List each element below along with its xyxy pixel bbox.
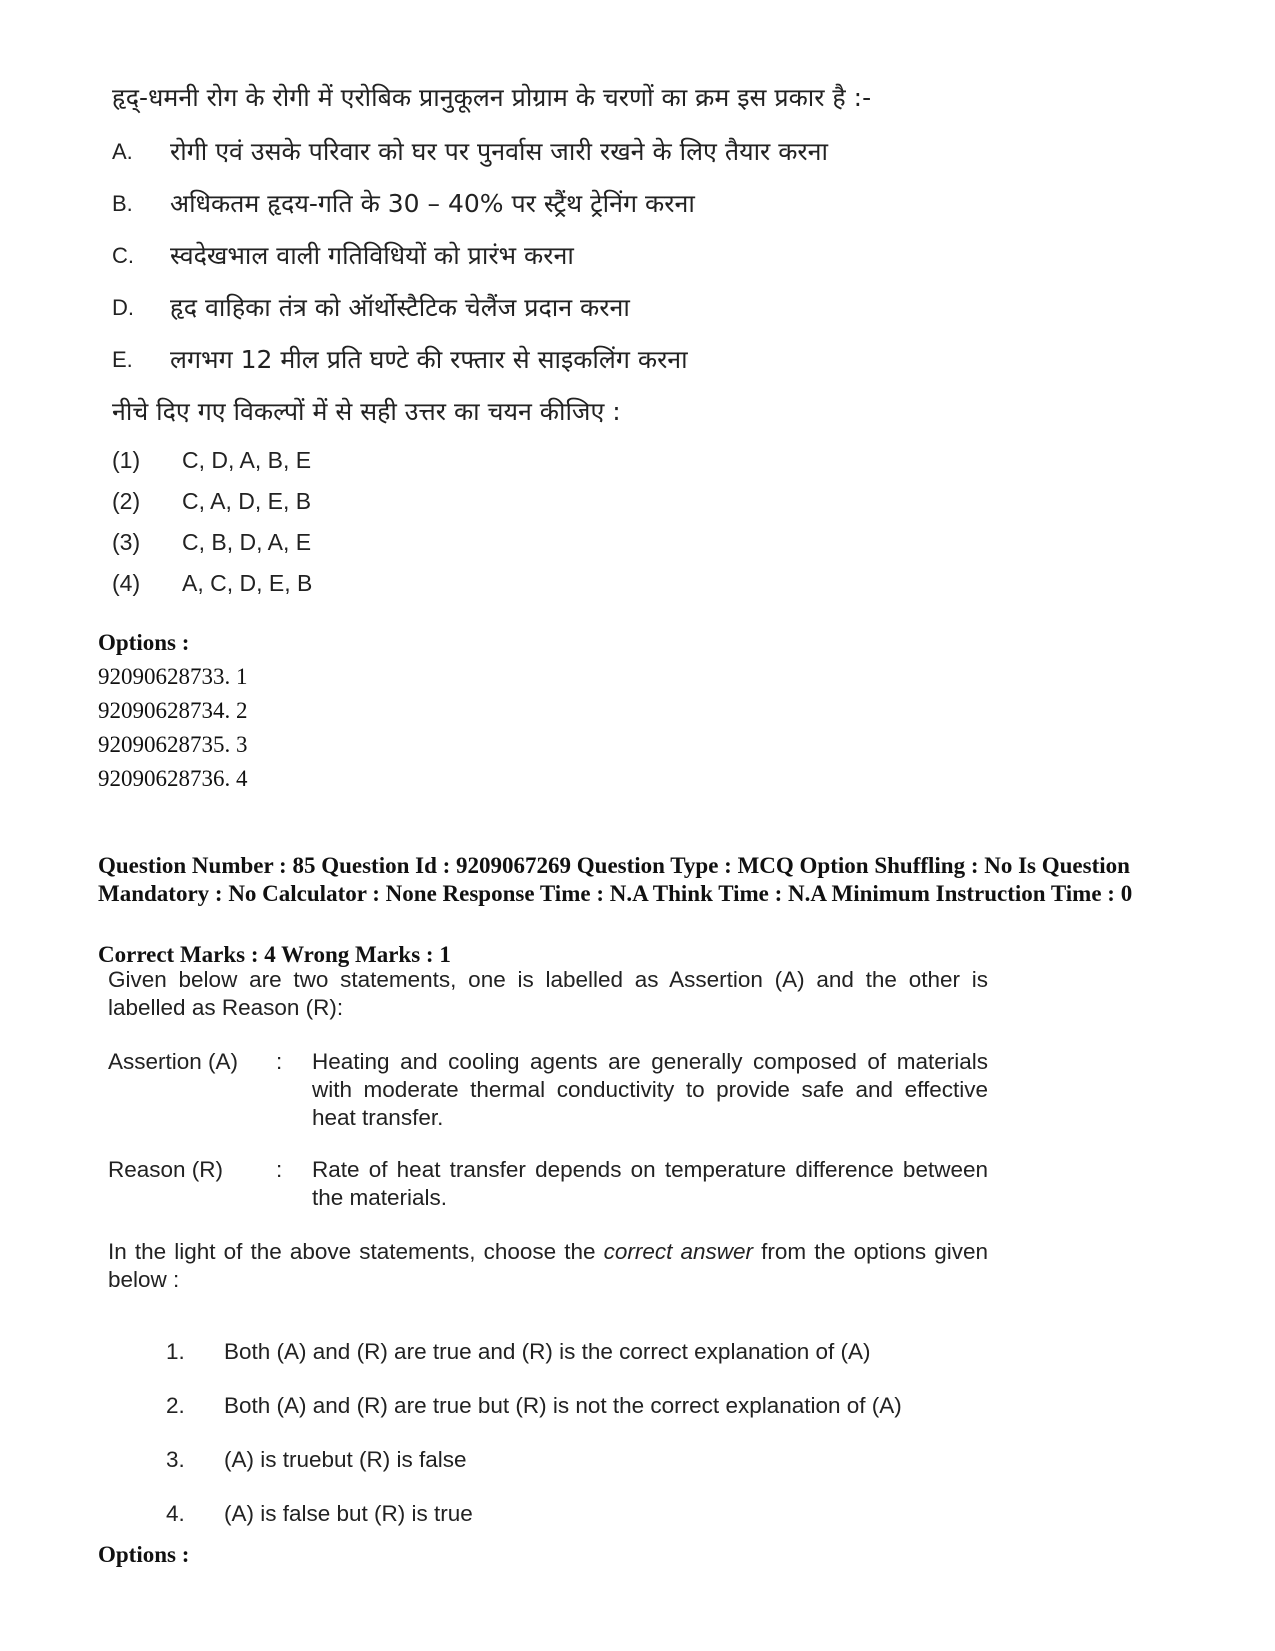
choice-1: [166, 1332, 902, 1386]
statement-label: E.: [112, 347, 133, 372]
statement-text: लगभग 12 मील प्रति घण्टे की रफ्तार से साइकलिंग करना: [170, 345, 688, 374]
statement-text: अधिकतम हृदय-गति के 30 – 40% पर स्ट्रैंथ ट्रेनिंग करना: [170, 189, 695, 218]
choice-3: [112, 522, 1012, 563]
statement-c: [112, 234, 1012, 286]
choice-1: [112, 440, 1012, 481]
choice-2: [166, 1386, 902, 1440]
question-intro: Given below are two statements, one is labelled as Assertion (A) and the other is labelled as Reason (R):: [108, 967, 988, 1020]
choice-number: (4): [112, 570, 141, 596]
statement-b: [112, 182, 1012, 234]
choice-number: (3): [112, 529, 141, 555]
statement-text: स्वदेखभाल वाली गतिविधियों को प्रारंभ करना: [170, 241, 574, 270]
choice-4: [166, 1494, 902, 1548]
choice-text: C, D, A, B, E: [182, 447, 312, 473]
choice-text: C, A, D, E, B: [182, 488, 312, 514]
reason-label: Reason (R): [108, 1157, 224, 1182]
choice-number: 1.: [166, 1339, 185, 1364]
option-id: 92090628736. 4: [98, 766, 248, 791]
statement-text: हृद वाहिका तंत्र को ऑर्थोस्टैटिक चेलैंज प्रदान करना: [170, 293, 630, 322]
assertion: [108, 1048, 988, 1132]
question-header: Question Number : 85 Question Id : 9209067269 Question Type : MCQ Option Shuffling : No Is Question Mandatory : No Calculator : None Response Time : N.A Think Time : N.A Minimum Instruction Time : 0: [98, 853, 1133, 906]
choice-number: 3.: [166, 1447, 185, 1472]
options-label-bottom: Options :: [98, 1542, 190, 1567]
choice-3: [166, 1440, 902, 1494]
choice-text: (A) is truebut (R) is false: [224, 1447, 467, 1472]
option-id: 92090628733. 1: [98, 664, 248, 689]
reason-text: Rate of heat transfer depends on temperature difference between the materials.: [312, 1157, 988, 1210]
instruction-emphasis: correct answer: [603, 1239, 754, 1264]
choice-text: Both (A) and (R) are true and (R) is the correct explanation of (A): [224, 1339, 871, 1364]
choice-number: (2): [112, 488, 141, 514]
question-prompt: नीचे दिए गए विकल्पों में से सही उत्तर का चयन कीजिए :: [112, 397, 621, 426]
options-label: Options :: [98, 630, 190, 655]
choice-text: C, B, D, A, E: [182, 529, 312, 555]
choice-number: (1): [112, 447, 141, 473]
option-id: 92090628735. 3: [98, 732, 248, 757]
choice-text: A, C, D, E, B: [182, 570, 313, 596]
statement-text: रोगी एवं उसके परिवार को घर पर पुनर्वास जारी रखने के लिए तैयार करना: [170, 137, 828, 166]
choice-text: Both (A) and (R) are true but (R) is not the correct explanation of (A): [224, 1393, 902, 1418]
question-stem: हृद्-धमनी रोग के रोगी में एरोबिक प्रानुकूलन प्रोग्राम के चरणों का क्रम इस प्रकार है :-: [112, 83, 872, 112]
instruction-pre: In the light of the above statements, choose the: [108, 1239, 604, 1264]
marks-info: Correct Marks : 4 Wrong Marks : 1: [98, 942, 451, 967]
reason-colon: :: [276, 1157, 283, 1182]
choice-2: [112, 481, 1012, 522]
choice-4: [112, 563, 1012, 604]
statement-label: A.: [112, 139, 133, 164]
choice-number: 2.: [166, 1393, 185, 1418]
statement-label: D.: [112, 295, 134, 320]
assertion-text: Heating and cooling agents are generally composed of materials with moderate thermal conductivity to provide safe and effective heat transfer.: [312, 1049, 988, 1130]
choice-number: 4.: [166, 1501, 185, 1526]
statement-label: C.: [112, 243, 134, 268]
statement-label: B.: [112, 191, 133, 216]
hindi-question: [112, 78, 1012, 604]
reason: [108, 1156, 988, 1212]
option-id: 92090628734. 2: [98, 698, 248, 723]
instruction-post: from the options given below :: [108, 1239, 988, 1292]
option-id-list: [98, 660, 248, 796]
choice-text: (A) is false but (R) is true: [224, 1501, 473, 1526]
question-instruction: [108, 1238, 988, 1294]
statement-a: [112, 130, 1012, 182]
english-choices: [166, 1332, 902, 1548]
statement-e: [112, 338, 1012, 390]
assertion-label: Assertion (A): [108, 1049, 239, 1074]
assertion-colon: :: [276, 1049, 283, 1074]
statement-d: [112, 286, 1012, 338]
